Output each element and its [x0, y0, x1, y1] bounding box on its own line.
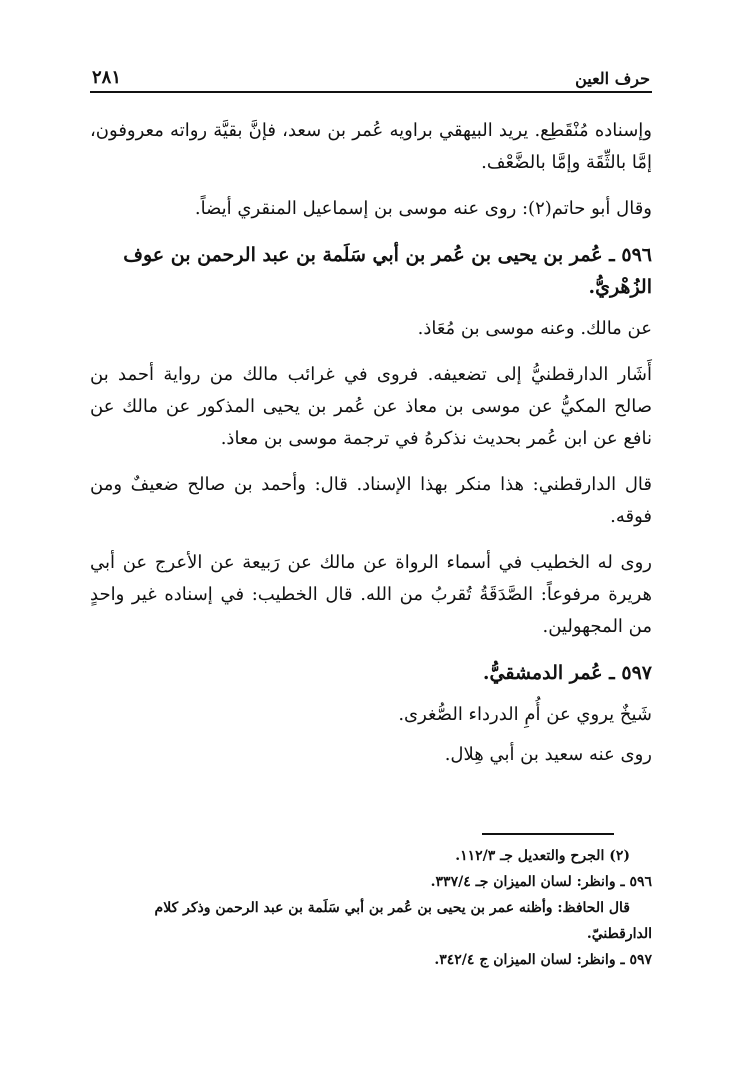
paragraph-narrator: روى عنه سعيد بن أبي هِلال.: [444, 744, 652, 765]
paragraph-khatib: روى له الخطيب في أسماء الرواة عن مالك عن رَبيعة عن الأعرج عن أبي هريرة مرفوعاً: الصَّدَقَةُ تُقربُ من الله. قال الخطيب: في إسناده غير واحدٍ من المجهولين.: [90, 552, 652, 637]
running-header: [90, 60, 652, 93]
paragraph-isnad: وإسناده مُنْقَطِع. يريد البيهقي براويه عُمر بن سعد، فإنَّ بقيَّة رواته معروفون، إمَّا بالثِّقَة وإمَّا بالضَّعْف.: [90, 120, 652, 173]
footnote-1: (٢) الجرح والتعديل جـ ١١٢/٣.: [455, 848, 630, 864]
paragraph-shaykh: شَيخٌ يروي عن أُمِ الدرداء الصُّغرى.: [398, 704, 652, 725]
entry-596-heading: ٥٩٦ ـ عُمر بن يحيى بن عُمر بن أبي سَلَمة بن عبد الرحمن بن عوف الزُهْريُّ.: [123, 244, 652, 298]
paragraph-abu-hatim: وقال أبو حاتم(٢): روى عنه موسى بن إسماعيل المنقري أيضاً.: [194, 198, 652, 219]
footnote-596: ٥٩٦ ـ وانظر: لسان الميزان جـ ٣٣٧/٤.: [430, 874, 652, 890]
footnote-hafiz-continued: الدارقطنيّ.: [586, 926, 652, 942]
paragraph-daraqutni: أَشَار الدارقطنيُّ إلى تضعيفه. فروى في غرائب مالك من رواية أحمد بن صالح المكيُّ عن موسى بن معاذ عن عُمر بن يحيى المذكور عن مالك عن نافع عن ابن عُمر بحديث نذكرهُ في ترجمة موسى بن معاذ.: [90, 364, 652, 449]
chapter-title: حرف العين: [575, 69, 650, 88]
page-body: [90, 115, 652, 771]
page-number: ٢٨١: [92, 67, 122, 88]
footnote-597: ٥٩٧ ـ وانظر: لسان الميزان ج ٣٤٢/٤.: [434, 952, 652, 968]
paragraph-daraqutni-quote: قال الدارقطني: هذا منكر بهذا الإسناد. قال: وأحمد بن صالح ضعيفٌ ومن فوقه.: [90, 474, 652, 527]
footnote-hafiz: قال الحافظ: وأظنه عمر بن يحيى بن عُمر بن أبي سَلَمة بن عبد الرحمن وذكر كلام: [154, 900, 630, 916]
paragraph-teachers: عن مالك. وعنه موسى بن مُعَاذ.: [417, 318, 652, 339]
entry-597-heading: ٥٩٧ ـ عُمر الدمشقيُّ.: [482, 662, 652, 684]
footnote-divider: [482, 833, 614, 835]
book-page: [90, 60, 652, 973]
footnotes: [90, 843, 652, 973]
